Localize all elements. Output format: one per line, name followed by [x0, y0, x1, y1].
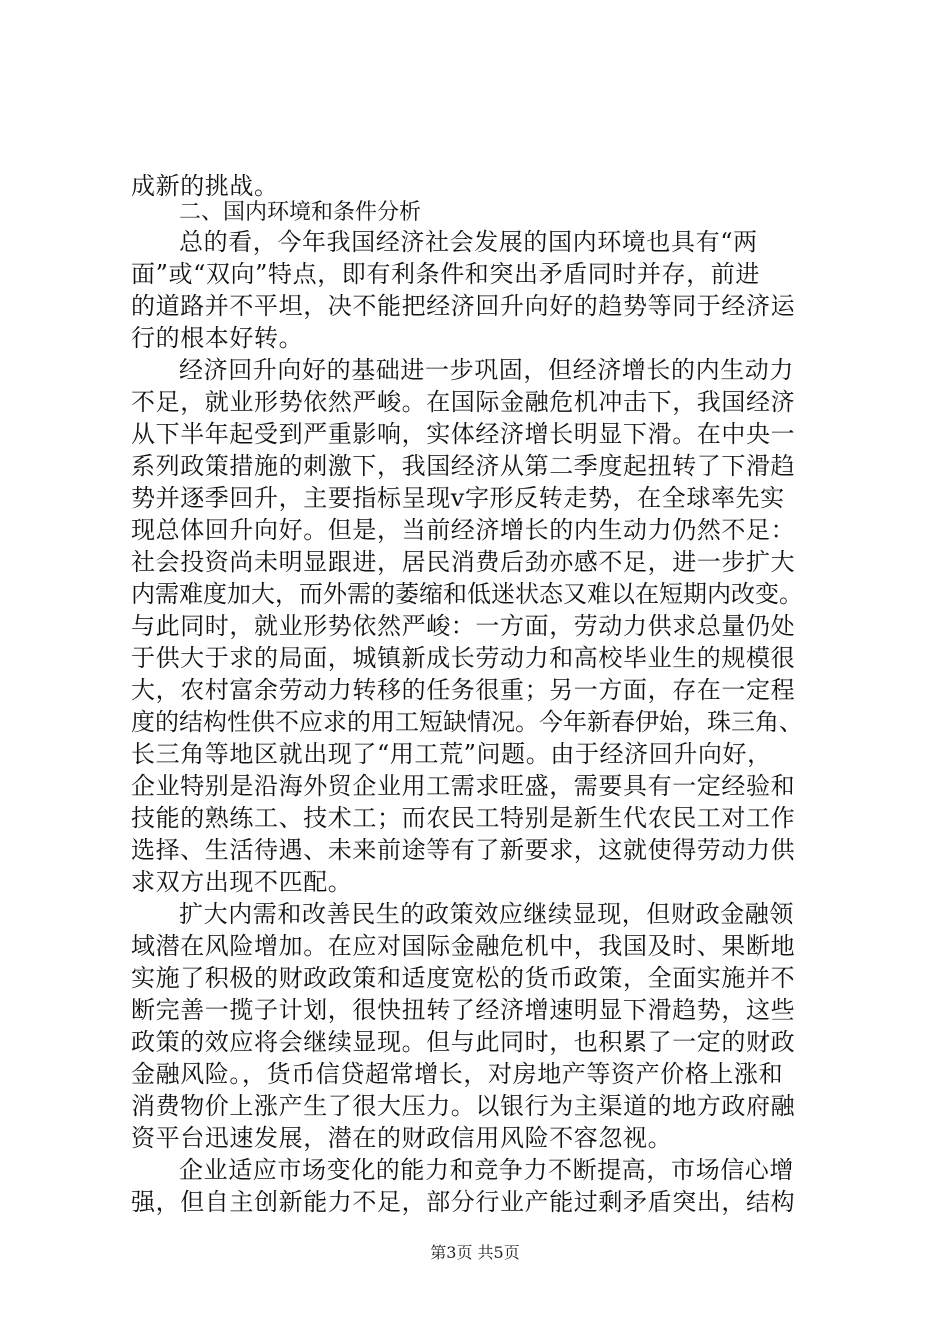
- text-line: 社会投资尚未明显跟进，居民消费后劲亦感不足，进一步扩大: [131, 548, 796, 576]
- text-line: 消费物价上涨产生了很大压力。以银行为主渠道的地方政府融: [131, 1092, 796, 1120]
- text-line: 长三角等地区就出现了“用工荒”问题。由于经济回升向好，: [131, 740, 772, 768]
- text-line: 技能的熟练工、技术工；而农民工特别是新生代农民工对工作: [131, 804, 796, 832]
- text-line: 政策的效应将会继续显现。但与此同时，也积累了一定的财政: [131, 1028, 796, 1056]
- text-line: 求双方出现不匹配。: [131, 868, 353, 896]
- text-line: 强，但自主创新能力不足，部分行业产能过剩矛盾突出，结构: [131, 1188, 796, 1216]
- text-line: 选择、生活待遇、未来前途等有了新要求，这就使得劳动力供: [131, 836, 796, 864]
- text-line: 不足，就业形势依然严峻。在国际金融危机冲击下，我国经济: [131, 388, 796, 416]
- text-line: 内需难度加大，而外需的萎缩和低迷状态又难以在短期内改变。: [131, 580, 803, 608]
- text-line: 行的根本好转。: [131, 324, 304, 352]
- page-number-footer: 第3页 共5页: [430, 1243, 520, 1262]
- paragraph-first-line: 经济回升向好的基础进一步巩固，但经济增长的内生动力: [179, 356, 794, 384]
- text-line: 系列政策措施的刺激下，我国经济从第二季度起扭转了下滑趋: [131, 452, 796, 480]
- text-line: 实施了积极的财政政策和适度宽松的货币政策，全面实施并不: [131, 964, 796, 992]
- text-line: 域潜在风险增加。在应对国际金融危机中，我国及时、果断地: [131, 932, 796, 960]
- paragraph-first-line: 企业适应市场变化的能力和竞争力不断提高，市场信心增: [179, 1156, 794, 1184]
- text-line: 的道路并不平坦，决不能把经济回升向好的趋势等同于经济运: [131, 292, 796, 320]
- text-line: 大，农村富余劳动力转移的任务很重；另一方面，存在一定程: [131, 676, 796, 704]
- text-line: 从下半年起受到严重影响，实体经济增长明显下滑。在中央一: [131, 420, 796, 448]
- text-line: 金融风险。，货币信贷超常增长，对房地产等资产价格上涨和: [131, 1060, 784, 1088]
- text-line: 断完善一揽子计划，很快扭转了经济增速明显下滑趋势，这些: [131, 996, 796, 1024]
- text-line: 势并逐季回升，主要指标呈现v字形反转走势，在全球率先实: [131, 484, 785, 512]
- document-body: [131, 170, 831, 1218]
- paragraph-first-line: 总的看，今年我国经济社会发展的国内环境也具有“两: [179, 228, 758, 256]
- text-line: 成新的挑战。: [131, 172, 279, 200]
- text-line: 企业特别是沿海外贸企业用工需求旺盛，需要具有一定经验和: [131, 772, 796, 800]
- text-line: 于供大于求的局面，城镇新成长劳动力和高校毕业生的规模很: [131, 644, 796, 672]
- text-line: 面”或“双向”特点，即有利条件和突出矛盾同时并存，前进: [131, 260, 761, 288]
- section-heading: 二、国内环境和条件分析: [179, 200, 422, 225]
- paragraph-first-line: 扩大内需和改善民生的政策效应继续显现，但财政金融领: [179, 900, 794, 928]
- text-line: 度的结构性供不应求的用工短缺情况。今年新春伊始，珠三角、: [131, 708, 803, 736]
- text-line: 与此同时，就业形势依然严峻：一方面，劳动力供求总量仍处: [131, 612, 796, 640]
- text-line: 现总体回升向好。但是，当前经济增长的内生动力仍然不足：: [131, 516, 796, 544]
- text-line: 资平台迅速发展，潜在的财政信用风险不容忽视。: [131, 1124, 673, 1152]
